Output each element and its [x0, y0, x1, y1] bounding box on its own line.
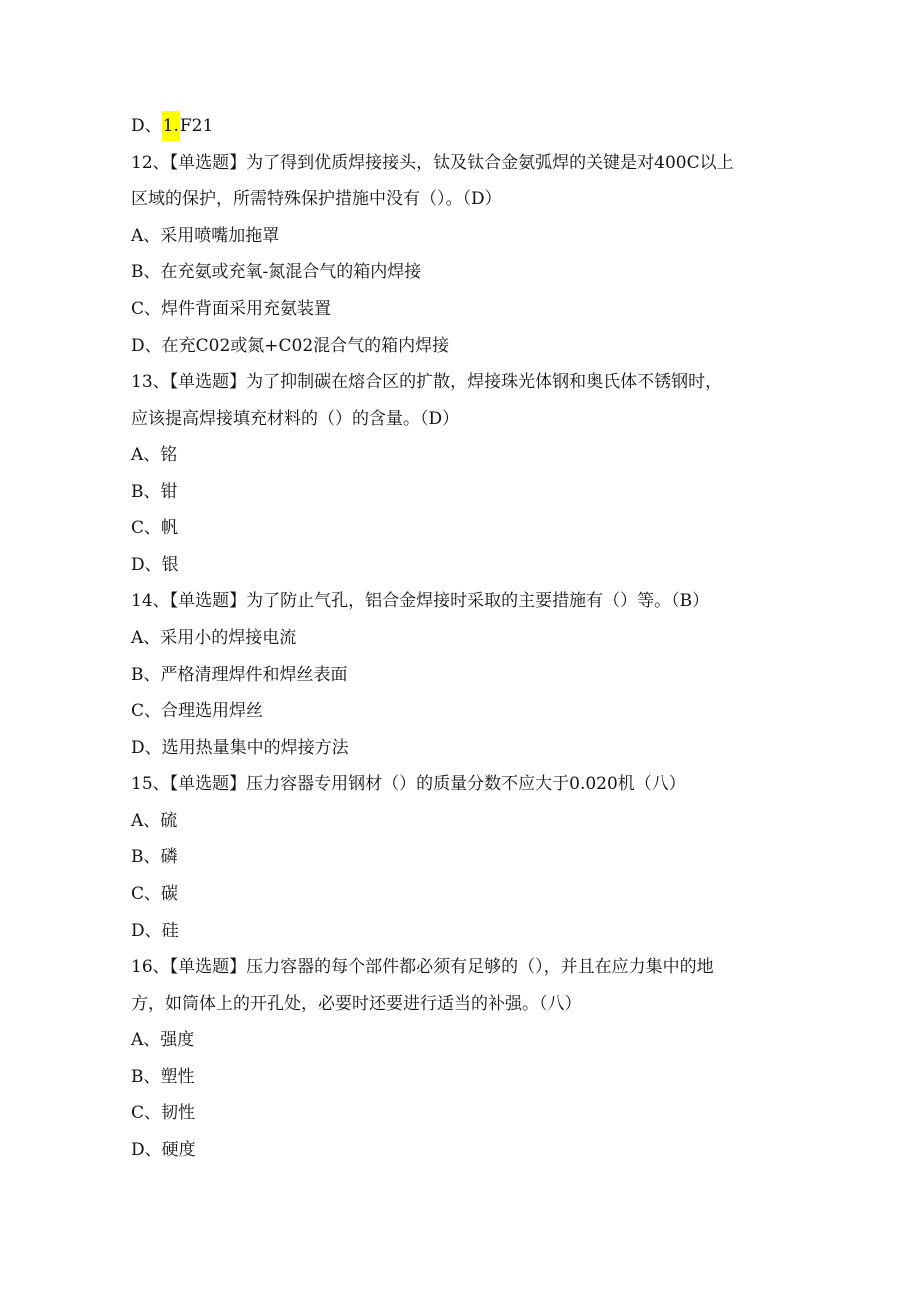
q14-stem: 14、【单选题】为了防止气孔，铝合金焊接时采取的主要措施有（）等。（B） [131, 591, 710, 611]
q15-stem: 15、【单选题】压力容器专用钢材（）的质量分数不应大于0.020机（八） [131, 774, 686, 794]
option-letter: D、 [131, 116, 162, 136]
q14-option-c: C、合理选用焊丝 [131, 701, 264, 721]
q12-option-a: A、采用喷嘴加拖罩 [131, 226, 280, 246]
q13-stem-line1: 13、【单选题】为了抑制碳在熔合区的扩散，焊接珠光体钢和奥氏体不锈钢时， [131, 372, 723, 392]
option-text: F21 [179, 116, 214, 136]
q11-option-d [131, 115, 213, 141]
q12-stem-line2: 区域的保护，所需特殊保护措施中没有（）。（D） [131, 189, 502, 209]
q16-option-c: C、韧性 [131, 1103, 196, 1123]
q13-option-b: B、钳 [131, 482, 178, 502]
q12-option-d: D、在充C02或氮+C02混合气的箱内焊接 [131, 336, 450, 356]
q16-option-d: D、硬度 [131, 1140, 196, 1160]
q16-stem-line1: 16、【单选题】压力容器的每个部件都必须有足够的（），并且在应力集中的地 [131, 957, 714, 977]
q15-option-c: C、碳 [131, 884, 179, 904]
highlighted-text: 1. [162, 111, 180, 141]
q14-option-b: B、严格清理焊件和焊丝表面 [131, 665, 348, 685]
q13-option-a: A、铭 [131, 445, 178, 465]
q16-stem-line2: 方，如筒体上的开孔处，必要时还要进行适当的补强。（八） [131, 994, 582, 1014]
q14-option-d: D、选用热量集中的焊接方法 [131, 738, 349, 758]
q14-option-a: A、采用小的焊接电流 [131, 628, 297, 648]
q12-stem-line1: 12、【单选题】为了得到优质焊接接头，钛及钛合金氨弧焊的关键是对400C以上 [131, 153, 734, 173]
q13-stem-line2: 应该提高焊接填充材料的（）的含量。（D） [131, 409, 460, 429]
q12-option-c: C、焊件背面采用充氨装置 [131, 299, 332, 319]
q12-option-b: B、在充氨或充氧-氮混合气的箱内焊接 [131, 262, 422, 282]
q16-option-b: B、塑性 [131, 1067, 195, 1087]
q13-option-c: C、帆 [131, 518, 179, 538]
q13-option-d: D、银 [131, 555, 179, 575]
q15-option-b: B、磷 [131, 847, 178, 867]
q15-option-a: A、硫 [131, 811, 178, 831]
q15-option-d: D、硅 [131, 921, 179, 941]
q16-option-a: A、强度 [131, 1030, 195, 1050]
